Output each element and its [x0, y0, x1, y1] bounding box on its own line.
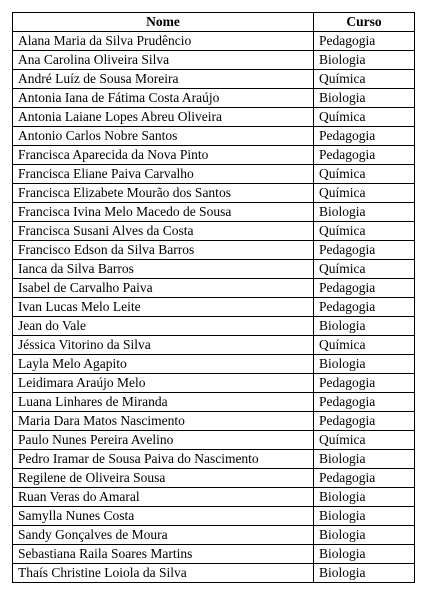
table-row	[13, 374, 415, 393]
table-row	[13, 564, 415, 583]
student-name-cell: Francisco Edson da Silva Barros	[13, 241, 314, 260]
table-row	[13, 165, 415, 184]
course-cell: Biologia	[314, 51, 415, 70]
course-cell: Biologia	[314, 89, 415, 108]
table-header-row	[13, 13, 415, 32]
course-cell: Química	[314, 108, 415, 127]
table-row	[13, 526, 415, 545]
course-cell: Biologia	[314, 488, 415, 507]
course-cell: Química	[314, 260, 415, 279]
course-cell: Química	[314, 431, 415, 450]
student-name-cell: Alana Maria da Silva Prudêncio	[13, 32, 314, 51]
student-name-cell: Layla Melo Agapito	[13, 355, 314, 374]
table-row	[13, 355, 415, 374]
table-row	[13, 241, 415, 260]
course-cell: Biologia	[314, 545, 415, 564]
student-name-cell: Antonia Iana de Fátima Costa Araújo	[13, 89, 314, 108]
table-row	[13, 393, 415, 412]
course-cell: Pedagogia	[314, 32, 415, 51]
table-row	[13, 279, 415, 298]
student-name-cell: Paulo Nunes Pereira Avelino	[13, 431, 314, 450]
table-row	[13, 431, 415, 450]
student-course-table-container	[12, 12, 415, 583]
student-name-cell: Ivan Lucas Melo Leite	[13, 298, 314, 317]
student-name-cell: Isabel de Carvalho Paiva	[13, 279, 314, 298]
course-cell: Pedagogia	[314, 298, 415, 317]
table-row	[13, 222, 415, 241]
table-row	[13, 488, 415, 507]
course-cell: Biologia	[314, 507, 415, 526]
student-name-cell: Francisca Ivina Melo Macedo de Sousa	[13, 203, 314, 222]
course-cell: Pedagogia	[314, 241, 415, 260]
course-cell: Pedagogia	[314, 146, 415, 165]
column-header-course: Curso	[314, 13, 415, 32]
course-cell: Química	[314, 336, 415, 355]
course-cell: Pedagogia	[314, 412, 415, 431]
student-name-cell: Sebastiana Raila Soares Martins	[13, 545, 314, 564]
course-cell: Pedagogia	[314, 279, 415, 298]
course-cell: Biologia	[314, 450, 415, 469]
student-name-cell: Luana Linhares de Miranda	[13, 393, 314, 412]
table-row	[13, 51, 415, 70]
course-cell: Pedagogia	[314, 393, 415, 412]
table-row	[13, 450, 415, 469]
table-row	[13, 146, 415, 165]
course-cell: Química	[314, 184, 415, 203]
table-row	[13, 260, 415, 279]
course-cell: Biologia	[314, 317, 415, 336]
table-row	[13, 203, 415, 222]
course-cell: Biologia	[314, 526, 415, 545]
student-course-table	[12, 12, 415, 583]
student-name-cell: André Luíz de Sousa Moreira	[13, 70, 314, 89]
table-row	[13, 108, 415, 127]
course-cell: Pedagogia	[314, 469, 415, 488]
table-row	[13, 89, 415, 108]
table-row	[13, 545, 415, 564]
student-name-cell: Maria Dara Matos Nascimento	[13, 412, 314, 431]
student-name-cell: Pedro Iramar de Sousa Paiva do Nascimento	[13, 450, 314, 469]
course-cell: Biologia	[314, 564, 415, 583]
student-name-cell: Antonia Laiane Lopes Abreu Oliveira	[13, 108, 314, 127]
course-cell: Pedagogia	[314, 127, 415, 146]
course-cell: Química	[314, 222, 415, 241]
student-name-cell: Regilene de Oliveira Sousa	[13, 469, 314, 488]
table-row	[13, 336, 415, 355]
course-cell: Pedagogia	[314, 374, 415, 393]
student-name-cell: Ianca da Silva Barros	[13, 260, 314, 279]
student-name-cell: Francisca Aparecida da Nova Pinto	[13, 146, 314, 165]
student-name-cell: Sandy Gonçalves de Moura	[13, 526, 314, 545]
student-name-cell: Jean do Vale	[13, 317, 314, 336]
table-row	[13, 127, 415, 146]
student-name-cell: Ana Carolina Oliveira Silva	[13, 51, 314, 70]
column-header-name: Nome	[13, 13, 314, 32]
student-name-cell: Francisca Elizabete Mourão dos Santos	[13, 184, 314, 203]
course-cell: Biologia	[314, 203, 415, 222]
table-row	[13, 32, 415, 51]
course-cell: Química	[314, 165, 415, 184]
student-name-cell: Leidimara Araújo Melo	[13, 374, 314, 393]
student-name-cell: Jéssica Vitorino da Silva	[13, 336, 314, 355]
student-name-cell: Samylla Nunes Costa	[13, 507, 314, 526]
student-name-cell: Francisca Susani Alves da Costa	[13, 222, 314, 241]
course-cell: Química	[314, 70, 415, 89]
student-name-cell: Antonio Carlos Nobre Santos	[13, 127, 314, 146]
table-row	[13, 70, 415, 89]
table-row	[13, 412, 415, 431]
table-body	[13, 32, 415, 583]
student-name-cell: Ruan Veras do Amaral	[13, 488, 314, 507]
table-row	[13, 184, 415, 203]
table-row	[13, 507, 415, 526]
table-row	[13, 317, 415, 336]
table-row	[13, 298, 415, 317]
course-cell: Biologia	[314, 355, 415, 374]
student-name-cell: Francisca Eliane Paiva Carvalho	[13, 165, 314, 184]
student-name-cell: Thaís Christine Loiola da Silva	[13, 564, 314, 583]
table-row	[13, 469, 415, 488]
